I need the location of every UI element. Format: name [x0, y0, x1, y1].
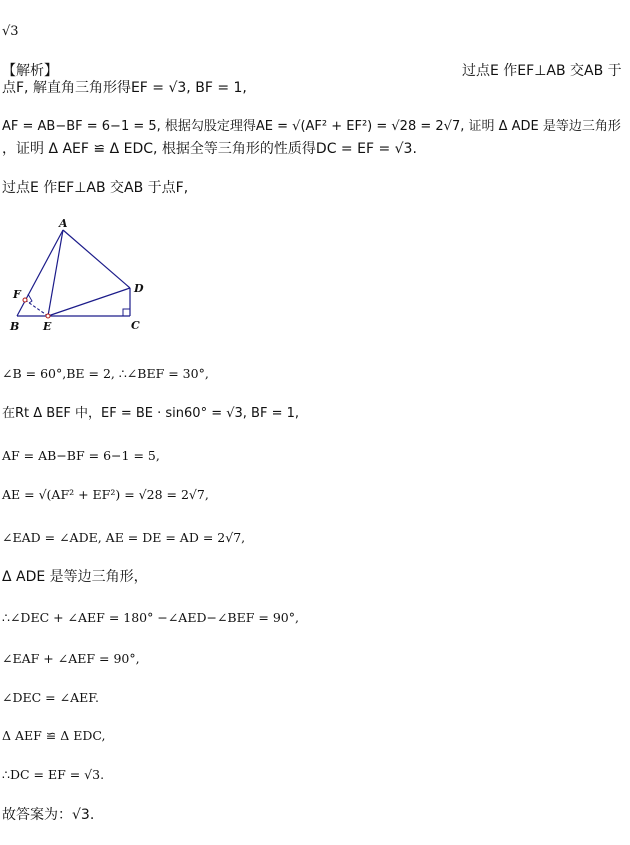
- construction-line: 过点E 作EF⊥AB 交AB 于点F,: [2, 180, 189, 196]
- label-f: F: [13, 288, 21, 301]
- step-1: ∠B = 60°,BE = 2, ∴∠BEF = 30°,: [2, 366, 209, 381]
- segment-ed: [48, 288, 130, 316]
- step-9: ∠DEC = ∠AEF.: [2, 690, 99, 705]
- step-3: AF = AB−BF = 6−1 = 5,: [2, 448, 160, 463]
- step-6: Δ ADE 是等边三角形，: [2, 569, 148, 585]
- step-5: ∠EAD = ∠ADE, AE = DE = AD = 2√7,: [2, 530, 246, 545]
- segment-ef: [25, 300, 48, 316]
- label-c: C: [131, 319, 140, 332]
- step-4: AE = √(AF² + EF²) = √28 = 2√7,: [2, 487, 209, 502]
- step-11: ∴DC = EF = √3.: [2, 767, 105, 782]
- step-7: ∴∠DEC + ∠AEF = 180° −∠AED−∠BEF = 90°,: [2, 610, 299, 625]
- answer-line: √3: [2, 24, 19, 39]
- step-2: 在Rt Δ BEF 中，EF = BE · sin60° = √3, BF = 1,: [2, 406, 300, 421]
- analysis-right-text: 过点E 作EF⊥AB 交AB 于: [462, 63, 622, 79]
- point-e: [46, 314, 50, 318]
- label-d: D: [134, 282, 144, 295]
- label-b: B: [10, 320, 20, 333]
- geometry-figure: [0, 212, 160, 337]
- step-8: ∠EAF + ∠AEF = 90°,: [2, 651, 140, 666]
- label-e: E: [43, 320, 52, 333]
- step-10: Δ AEF ≌ Δ EDC,: [2, 728, 106, 743]
- final-answer: 故答案为：√3.: [2, 807, 95, 823]
- label-a: A: [59, 217, 68, 230]
- right-angle-f: [28, 294, 32, 303]
- analysis-heading: 【解析】: [2, 63, 58, 79]
- point-f: [23, 298, 27, 302]
- right-angle-c: [123, 309, 130, 316]
- segment-ad: [63, 230, 130, 288]
- analysis-line-3: AF = AB−BF = 6−1 = 5, 根据勾股定理得AE = √(AF² + EF²) = √28 = 2√7, 证明 Δ ADE 是等边三角形: [2, 119, 621, 134]
- analysis-line-2: 点F, 解直角三角形得EF = √3, BF = 1,: [2, 80, 247, 96]
- analysis-line-4: ，证明 Δ AEF ≌ Δ EDC, 根据全等三角形的性质得DC = EF = √3.: [2, 141, 417, 157]
